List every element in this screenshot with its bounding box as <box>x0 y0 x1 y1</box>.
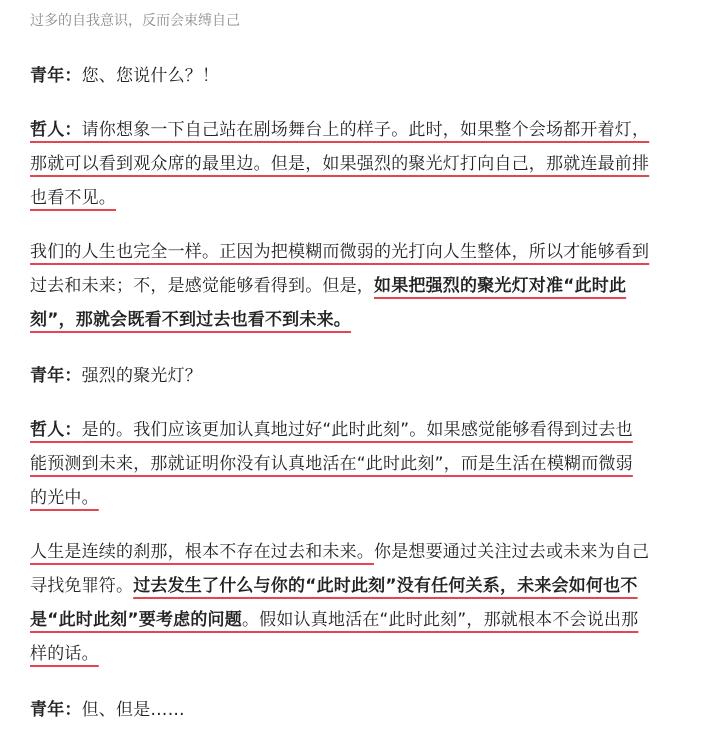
dialogue-line <box>30 64 219 88</box>
emphasis-text: 刻”，那就会既看不到过去也看不到未来。 <box>30 310 351 330</box>
dialogue-line <box>30 452 633 476</box>
paragraph-line <box>30 240 649 264</box>
dialogue-line <box>30 364 202 388</box>
section-title: 过多的自我意识，反而会束缚自己 <box>30 13 240 29</box>
paragraph-text: 人生是连续的刹那，根本不存在过去和未来。 <box>30 542 374 562</box>
dialogue-line <box>30 152 649 176</box>
dialogue-text: 但、但是…… <box>81 700 185 720</box>
dialogue-text: 请你想象一下自己站在剧场舞台上的样子。此时，如果整个会场都开着灯， <box>81 120 650 140</box>
speaker-label: 青年： <box>30 366 82 386</box>
dialogue-line <box>30 418 633 442</box>
paragraph-text: 你是想要通过关注过去或未来为自己 <box>374 542 650 562</box>
dialogue-line <box>30 698 185 722</box>
dialogue-text: 的光中。 <box>30 488 99 508</box>
paragraph-text: 。假如认真地活在“此时此刻”，那就根本不会说出那 <box>241 610 639 630</box>
paragraph-line <box>30 540 649 564</box>
dialogue-text: 是的。我们应该更加认真地过好“此时此刻”。如果感觉能够看得到过去也 <box>81 420 633 440</box>
paragraph-line <box>30 642 99 666</box>
paragraph-text: 我们的人生也完全一样。正因为把模糊而微弱的光打向人生整体，所以才能够看到 <box>30 242 650 262</box>
paragraph-line <box>30 574 638 598</box>
paragraph-text: 样的话。 <box>30 644 99 664</box>
speaker-label: 哲人： <box>30 420 82 440</box>
paragraph-line <box>30 608 638 632</box>
emphasis-text: 是“此时此刻”要考虑的问题 <box>30 610 242 630</box>
speaker-label: 青年： <box>30 700 82 720</box>
paragraph-text: 寻找免罪符。 <box>30 576 134 596</box>
emphasis-text: 如果把强烈的聚光灯对准“此时此 <box>374 276 627 296</box>
paragraph-text: 过去和未来；不，是感觉能够看得到。但是， <box>30 276 374 296</box>
dialogue-text: 强烈的聚光灯？ <box>81 366 203 386</box>
paragraph-line <box>30 308 351 332</box>
dialogue-line <box>30 486 99 510</box>
emphasis-text: 过去发生了什么与你的“此时此刻”没有任何关系，未来会如何也不 <box>133 576 638 596</box>
dialogue-text: 您、您说什么？！ <box>81 66 220 86</box>
paragraph-line <box>30 274 626 298</box>
dialogue-text: 那就可以看到观众席的最里边。但是，如果强烈的聚光灯打向自己，那就连最前排 <box>30 154 650 174</box>
dialogue-text: 也看不见。 <box>30 188 116 208</box>
dialogue-line <box>30 118 649 142</box>
dialogue-text: 能预测到未来，那就证明你没有认真地活在“此时此刻”，而是生活在模糊而微弱 <box>30 454 633 474</box>
speaker-label: 青年： <box>30 66 82 86</box>
speaker-label: 哲人： <box>30 120 82 140</box>
dialogue-line <box>30 186 116 210</box>
